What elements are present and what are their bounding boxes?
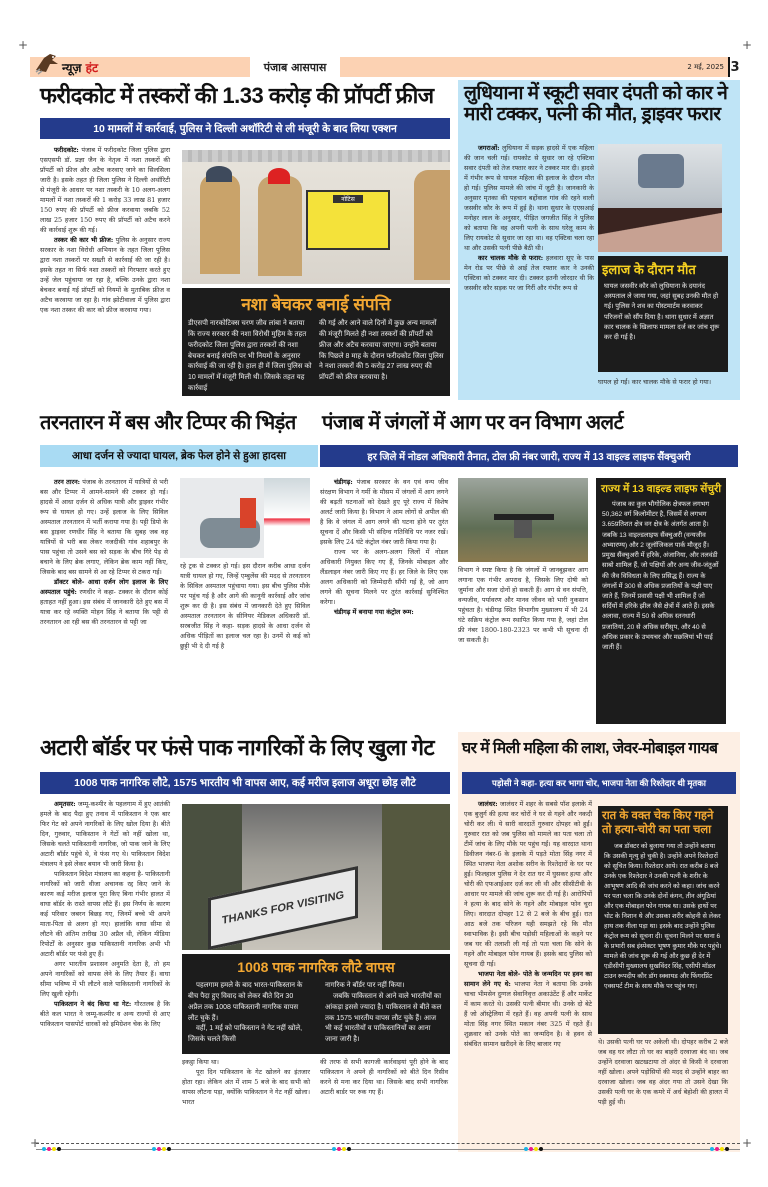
story-jalandhar (458, 732, 740, 1152)
logo (34, 57, 98, 77)
page-number: 3 (728, 57, 740, 77)
headline: घर में मिली महिला की लाश, जेवर-मोबाइल गायब (462, 740, 718, 757)
drone-forest-photo (458, 478, 588, 562)
story-attari-border (30, 732, 456, 1152)
info-box-title: नशा बेचकर बनाई संपत्ति (241, 295, 391, 314)
info-box-property (182, 288, 450, 396)
article-body: फरीदकोट: पंजाब में फरीदकोट जिला पुलिस द्वारा एसएसपी डॉ. प्रज्ञा जैन के नेतृत्व में नशा तस्करों की प्रॉपर्टी को फ्रीज और अटैच करवाए जाने का सिलसिला जारी है। इसके तहत ही जिला पुलिस ने दिल्ली अथॉरिटी से मंजूरी के आधार पर नशा तस्करी के 10 अलग-अलग मामलों में नशा तस्करों की 1 करोड़ 33 लाख 81 हजार 150 रुपए की प्रॉपर्टी को फ्रीज करवाया जबकि 52 लाख 25 हजार 150 रुपए की प्रॉपर्टी को अटैच करने की कार्रवाई शुरू की गई। तस्कर की कार भी फ्रीज: पुलिस के अनुसार राज्य सरकार के नशा विरोधी अभियान के तहत जिला पुलिस द्वारा नशा तस्करों पर सख्ती से कार्रवाई की जा रही है। इसके तहत ना सिर्फ नशा तस्करों को गिरफ्तार करते हुए उन्हें जेल पहुंचाया जा रहा है, बल्कि उनके द्वारा नशा बेचकर बनाई गई प्रॉपर्टी को नियमों के मुताबिक फ्रीज व अटैच करवाया जा रहा है। गांव झोटीवाला में पुलिस द्वारा एक नशा तस्कर की कार को फ्रीज करवाया गया। (40, 146, 170, 314)
masthead (30, 57, 740, 77)
registration-marks (710, 1147, 729, 1152)
headline: अटारी बॉर्डर पर फंसे पाक नागरिकों के लिए खुला गेट (40, 735, 435, 760)
logo-text: न्यूज़ (62, 60, 86, 75)
crop-mark: + (30, 1136, 41, 1150)
info-box-returns (182, 954, 450, 1054)
info-box-text: घायल जसवीर कौर को लुधियाना के दयानंद अस्पताल ले जाया गया, जहां सुबह उनकी मौत हो गई। पुलिस ने शव का पोस्टमार्टम करवाकर परिजनों को सौंप दिया है। थाना सुधार में अज्ञात कार चालक के खिलाफ मामला दर्ज कर जांच शुरू कर दी गई है। (604, 283, 720, 342)
info-box-title: राज्य में 13 वाइल्ड लाइफ सेंचुरी (600, 483, 722, 495)
article-body: जालंधर: जालंधर में शहर के सबसे पॉश इलाके में एक बुजुर्ग की हत्या कर चोरों ने घर से गहने और नकदी चोरी कर ली। ये सारी वारदातें गुरुवार दोपहर को हुईं। गुरुवार रात को जब पुलिस को मामले का पता चला तो टीमें जांच के लिए मौके पर पहुंच गईं। यह वारदात थाना डिवीजन नंबर-6 के इलाके में पड़ते मोता सिंह नगर में स्थित भाजपा नेता अशोक सरीन के रिश्तेदारों के घर पर हुई। फिलहाल पुलिस ने देर रात घर में घुसकर हत्या और चोरी की एफआईआर दर्ज कर ली थी और सीसीटीवी के आधार पर मामले की जांच शुरू कर दी गई है। आरोपियों ने हत्या के बाद सोने के गहने और मोबाइल फोन चुरा लिए। वारदात दोपहर 12 से 2 बजे के बीच हुई। रात आठ बजे तक परिजन यही समझते रहे कि मौत स्वाभाविक है। इसी बीच पड़ोसी महिलाओं के कहने पर जब घर की तलाशी ली गई तो पता चला कि सोने के गहने और मोबाइल फोन गायब हैं। इसके बाद पुलिस को सूचना दी गई। भाजपा नेता बोले- पोते के जन्मदिन पर हवन का सामान लेने गए थे: भाजपा नेता ने बताया कि उनके चाचा भीमसेन दुग्गल सेवानिवृत्त अकाउंटेंट हैं और मार्केट में काम करते थे। उसकी पत्नी बीमार थी। उनके दो बेटे हैं जो ऑस्ट्रेलिया में रहते हैं। वह अपनी पत्नी के साथ मोता सिंह नगर स्थित मकान नंबर 325 में रहते हैं। शुक्रवार को उनके पोते का जन्मदिन है। वे हवन से संबंधित सामान खरीदने के लिए बाजार गए (464, 800, 592, 1048)
headline: पंजाब में जंगलों में आग पर वन विभाग अलर्ट (322, 412, 624, 434)
story-tarntaran (30, 408, 320, 728)
info-box-title: रात के वक्त चेक किए गहने तो हत्या-चोरी का पता चला (602, 810, 714, 836)
info-box-sanctuary (596, 478, 726, 724)
eagle-logo-icon (34, 50, 60, 76)
subhead: आधा दर्जन से ज्यादा घायल, ब्रेक फेल होने से हुआ हादसा (40, 445, 318, 467)
crop-mark: + (742, 1136, 753, 1150)
article-body-col2: रहे ट्रक से टक्कर हो गई। इस दौरान करीब आधा दर्जन यात्री घायल हो गए, जिन्हें एम्बुलेंस की मदद से तरनतारन के सिविल अस्पताल पहुंचाया गया। इस बीच पुलिस मौके पर पहुंच गई है और आगे की कानूनी कार्रवाई और जांच शुरू कर दी है। इस संबंध में जानकारी देते हुए सिविल अस्पताल तरनतारन के सीनियर मेडिकल अधिकारी डॉ. सरबजीत सिंह ने कहा- सड़क हादसे के आधा दर्जन से अधिक पीड़ितों का इलाज चल रहा है। उनमें से कई को छुट्टी भी दे दी गई है (180, 562, 310, 650)
trim-line (36, 1149, 740, 1150)
accident-illustration (598, 144, 722, 252)
caption-tail: घायल हो गईं। कार चालक मौके से फरार हो गया। (598, 378, 712, 386)
headline: फरीदकोट में तस्करों की 1.33 करोड़ की प्रॉपर्टी फ्रीज (40, 83, 434, 108)
registration-marks (42, 1147, 61, 1152)
subhead: 10 मामलों में कार्रवाई, पुलिस ने दिल्ली अथॉरिटी से ली मंजूरी के बाद लिया एक्शन (40, 118, 450, 139)
trim-line (36, 1143, 740, 1144)
article-body: तरन तारन: पंजाब के तरनतारन में यात्रियों से भरी बस और टिप्पर में आमने-सामने की टक्कर हो गई। हादसे में आधा दर्जन से अधिक यात्री और ड्राइवर गंभीर रूप से घायल हो गए। उन्हें इलाज के लिए सिविल अस्पताल तरनतारन में भर्ती कराया गया है। पट्टी डिपो के बस ड्राइवर रणधीर सिंह ने बताया कि सुबह जब वह यात्रियों से भरी बस लेकर नजदीकी गांव शहाबपुर के पास पहुंचा तो उसने बस को सड़क के बीच गिरे पेड़ से बचाने के लिए ब्रेक लगाए, लेकिन ब्रेक काम नहीं किए, जिसके बाद बस सामने से आ रहे टिप्पर से टकरा गई। डॉक्टर बोले- आधा दर्जन लोग इलाज के लिए अस्पताल पहुंचे: रणधीर ने कहा- टक्कर के दौरान कोई हताहत नहीं हुआ। इस संबंध में जानकारी देते हुए बस में यात्रा कर रहे व्यक्ति मोहन सिंह ने बताया कि पट्टी से तरनतारन आ रही बस की तरनतारन से पट्टी जा (40, 478, 169, 626)
section-title: पंजाब आसपास (250, 57, 340, 77)
story-faridkot (30, 80, 456, 396)
article-body: अमृतसर: जम्मू-कश्मीर के पहलगाम में हुए आतंकी हमले के बाद पैदा हुए तनाव में पाकिस्तान ने एक बार फिर गेट को अपने नागरिकों के लिए खोल दिया है। बीते दिन, गुरुवार, पाकिस्तान ने गेटों को नहीं खोला था, जिसके चलते पाकिस्तानी नागरिक, जो पाक जाने के लिए अटारी बॉर्डर पहुंचे थे, वे फंस गए थे। पाकिस्तान विदेश मंत्रालय ने इसे लेकर बयान भी जारी किया है। पाकिस्तान विदेश मंत्रालय का कहना है- पाकिस्तानी नागरिकों को जारी वीजा अचानक रद्द किए जाने के कारण कई मरीज इलाज पूरा किए बिना गंभीर हालत में वाघा बॉर्डर के रास्ते वापस लौटे हैं। इस निर्णय के कारण कई परिवार जबरन बिछड़ गए, जिनमें बच्चे भी अपने माता-पिता से अलग हो गए। हालांकि वाघा सीमा से लौटने की अंतिम तारीख 30 अप्रैल थी, लेकिन मीडिया रिपोर्टों के अनुसार कुछ पाकिस्तानी नागरिक अभी भी अटारी बॉर्डर पर फंसे हुए हैं। अगर भारतीय प्रशासन अनुमति देता है, तो हम अपने नागरिकों को वापस लेने के लिए तैयार हैं। वाघा सीमा भविष्य में भी लौटने वाले पाकिस्तानी नागरिकों के लिए खुली रहेगी। पाकिस्तान ने बंद किया था गेट: गौरतलब है कि बीते कल भारत ने जम्मू-कश्मीर व अन्य राज्यों से आए पाकिस्तान पासपोर्ट धारकों को इमिग्रेशन चेक के लिए (40, 800, 170, 1028)
article-body: जगराओं: लुधियाना में सड़क हादसे में एक महिला की जान चली गई। रायकोट से सुधार जा रहे एक्टिवा सवार दंपती को तेज रफ्तार कार ने टक्कर मार दी। हादसे में गंभीर रूप से घायल महिला की इलाज के दौरान मौत हो गई। पुलिस मामले की जांच में जुटी है। जानकारी के अनुसार मृतका की पहचान बद्दोंवाल गांव की रहने वाली जसवीर कौर के रूप में हुई है। थाना सुधार के एएसआई मनोहर लाल के अनुसार, पीड़ित जगजीत सिंह ने पुलिस को बताया कि वह अपनी पत्नी के साथ घरेलू काम के लिए रायकोट से सुधार जा रहा था। वह एक्टिवा चला रहा था और उसकी पत्नी पीछे बैठी थी। कार चालक मौके से फरार: हलवारा सूए के पास मेन रोड पर पीछे से आई तेज रफ्तार कार ने उनकी एक्टिवा को टक्कर मार दी। टक्कर इतनी जोरदार थी कि जसवीर कौर सड़क पर जा गिरीं और गंभीर रूप से (464, 144, 595, 292)
subhead: पड़ोसी ने कहा- हत्या कर भागा चोर, भाजपा नेता की रिश्तेदार थी मृतका (462, 772, 736, 794)
crop-mark: + (742, 38, 753, 52)
registration-marks (152, 1147, 171, 1152)
article-body-col2: इकट्ठा किया था। पूरा दिन पाकिस्तान के गेट खोलने का इंतजार होता रहा। लेकिन अंत में शाम 5 बजे के बाद सभी को वापस लौटना पड़ा, क्योंकि पाकिस्तान ने गेट नहीं खोला।भारत (182, 1058, 310, 1106)
info-box-text: की गई और आने वाले दिनों में कुछ अन्य मामलों की मंजूरी मिलते ही नशा तस्करों की प्रॉपर्टी को फ्रीज और अटैच करवाया जाएगा। उन्होंने बताया कि पिछले 8 माह के दौरान फरीदकोट जिला पुलिस ने नशा तस्करों की 5 करोड़ 27 लाख रुपए की प्रॉपर्टी को फ्रीज करवाया है। (319, 320, 444, 382)
notice-board: नोटिस (306, 190, 390, 250)
info-box-text: जबकि पाकिस्तान से आने वाले भारतीयों का आंकड़ा इससे ज्यादा है। पाकिस्तान से बीते कल तक 1575 भारतीय वापस लौट चुके हैं। आज भी कई भारतीयों व पाकिस्तानियों का आना जाना जारी है। (325, 992, 442, 1044)
info-box-text: नागरिक ने बॉर्डर पार नहीं किया। (325, 982, 405, 989)
story-ludhiana (458, 80, 740, 400)
sign-board: THANKS FOR VISITING (208, 866, 358, 950)
article-body: चंडीगढ़: पंजाब सरकार के वन एवं वन्य जीव संरक्षण विभाग ने गर्मी के मौसम में जंगलों में आग लगने की बढ़ती घटनाओं को देखते हुए पूरे राज्य में विशेष अलर्ट जारी किया है। विभाग ने आम लोगों से अपील की है कि वे जंगल में आग लगने की घटना होने पर तुरंत सूचना दें और किसी भी संदिग्ध गतिविधि पर नजर रखें। इसके लिए 24 घंटे कंट्रोल नंबर जारी किया गया है। राज्य भर के अलग-अलग जिलों में नोडल अधिकारी नियुक्त किए गए हैं, जिनके मोबाइल और लैंडलाइन नंबर जारी किए गए हैं। हर जिले के लिए एक अलग अधिकारी को जिम्मेदारी सौंपी गई है, जो आग लगने की सूचना मिलने पर तुरंत कार्रवाई सुनिश्चित करेगा। चंडीगढ़ में बनाया गया कंट्रोल रूम: (320, 478, 448, 616)
info-box-title: इलाज के दौरान मौत (602, 262, 696, 277)
info-box-jewellery (598, 806, 728, 1034)
article-body-col2: विभाग ने स्पष्ट किया है कि जंगलों में जानबूझकर आग लगाना एक गंभीर अपराध है, जिसके लिए दोषी को जुर्माना और सजा दोनों हो सकती हैं। आग से वन संपत्ति, वन्यजीव, पर्यावरण और मानव जीवन को भारी नुकसान पहुंचता है। चंडीगढ़ स्थित विभागीय मुख्यालय में भी 24 घंटे सक्रिय कंट्रोल रूम स्थापित किया गया है, जहां टोल फ्री नंबर 1800-180-2323 पर कभी भी सूचना दी जा सकती है। (458, 566, 588, 644)
info-box-text: पहलगाम हमले के बाद भारत-पाकिस्तान के बीच पैदा हुए विवाद को लेकर बीते दिन 30 अप्रैल तक 1008 पाकिस्तानी नागरिक वापस लौट चुके हैं। (188, 982, 303, 1022)
registration-marks (332, 1147, 351, 1152)
info-box-text: जब डॉक्टर को बुलाया गया तो उन्होंने बताया कि उसकी मृत्यु हो चुकी है। उन्होंने अपने रिश्तेदारों को सूचित किया। रिश्तेदार आये। रात करीब 8 बजे उनके एक रिश्तेदार ने उनकी पत्नी के शरीर के आभूषण आदि की जांच करने को कहा। जांच करने पर पता चला कि उनके दोनों कंगन, तीन अंगूठियां और एक मोबाइल फोन गायब था। उसके हाथों पर चोट के निशान थे और उसका शरीर कोहनी से लेकर हाथ तक नीला पड़ा था। इसके बाद उन्होंने पुलिस कंट्रोल रूम को सूचना दी। सूचना मिलने पर थाना 6 के प्रभारी सब इंस्पेक्टर भूषण कुमार मौके पर पहुंचे। मामले की जांच शुरू की गई और कुछ ही देर में एडीसीपी मुख्यालय सुखविंदर सिंह, एसीपी मॉडल टाउन रूपदीप कौर डॉग स्क्वायड और फिंगरप्रिंट एक्सपर्ट टीम के साथ मौके पर पहुंच गए। (604, 842, 722, 991)
hospital-bus-photo (180, 478, 310, 558)
info-box-text: वहीं, 1 मई को पाकिस्तान ने गेट नहीं खोले, जिसके चलते किसी (188, 1025, 303, 1044)
logo-text-accent: हंट (85, 60, 99, 75)
subhead: हर जिले में नोडल अधिकारी तैनात, टोल फ्री नंबर जारी, राज्य में 13 वाइल्ड लाइफ सैंक्चुअरी (320, 445, 738, 467)
headline: लुधियाना में स्कूटी सवार दंपती को कार ने मारी टक्कर, पत्नी की मौत, ड्राइवर फरार (464, 83, 728, 125)
article-body-col2: थे। उसकी पत्नी घर पर अकेली थी। दोपहर करीब 2 बजे जब वह घर लौटा तो घर का बाहरी दरवाजा बंद था। जब उन्होंने दरवाजा खटखटाया तो अंदर से किसी ने दरवाजा नहीं खोला। अपने पड़ोसियों की मदद से उन्होंने बाहर का दरवाजा खोला। जब वह अंदर गया तो उसने देखा कि उसकी पत्नी घर के एक कमरे में अर्ध बेहोशी की हालत में पड़ी हुई थी। (598, 1038, 728, 1106)
police-notice-photo (182, 150, 450, 284)
headline: तरनतारन में बस और टिप्पर की भिड़ंत (40, 412, 296, 434)
info-box-text: डीएसपी नारकोटिक्स चरण जीव लांबा ने बताया कि राज्य सरकार की नशा विरोधी मुहिम के तहत फरीदकोट जिला पुलिस द्वारा तस्करों की नशा बेचकर बनाई संपत्ति पर भी नियमों के अनुसार कार्रवाई की जा रही है। हाल ही में जिला पुलिस को 10 मामलों में मंजूरी मिली थी। जिसके तहत यह कार्रवाई (188, 320, 312, 393)
article-body-col3: की तरफ से सभी कागजी कार्रवाइयां पूरी होने के बाद पाकिस्तान ने अपने ही नागरिकों को बीते दिन रिसीव करने से मना कर दिया था। जिसके बाद सभी नागरिक अटारी बार्डर पर रुक गए हैं। (320, 1058, 448, 1096)
crop-mark: + (18, 38, 29, 52)
subhead: 1008 पाक नागरिक लौटे, 1575 भारतीय भी वापस आए, कई मरीज इलाज अधूरा छोड़ लौटे (40, 772, 450, 794)
info-box-treatment (598, 256, 728, 372)
border-soldiers-photo (182, 804, 450, 950)
registration-marks (524, 1147, 543, 1152)
info-box-text: पंजाब का कुल भौगोलिक क्षेत्रफल लगभग 50,362 वर्ग किलोमीटर है, जिसमें से लगभग 3.65प्रतिशत क्षेत्र वन क्षेत्र के अंतर्गत आता है। जबकि 13 वाइल्डलाइफ सैंक्चुअरी (वन्यजीव अभ्यारण्य) और 2 जूलॉजिकल पार्क मौजूद हैं। प्रमुख सैंक्चुअरी में हरिके, अंजानिया, और तलवंडी साबो शामिल हैं, जो पक्षियों और अन्य जीव-जंतुओं की जैव विविधता के लिए प्रसिद्ध हैं। राज्य के जंगलों में 300 से अधिक प्रजातियों के पक्षी पाए जाते हैं, जिनमें प्रवासी पक्षी भी शामिल हैं जो सर्दियों में हरिके झील जैसे क्षेत्रों में आते हैं। इसके अलावा, राज्य में 50 से अधिक स्तनधारी प्रजातियां, 20 से अधिक सरीसृप, और 40 से अधिक प्रकार के उभयचर और मछलियां भी पाई जाती हैं। (602, 501, 719, 652)
info-box-title: 1008 पाक नागरिक लौटे वापस (237, 959, 395, 975)
issue-date: 2 मई, 2025 (687, 63, 724, 71)
story-forest-alert (320, 408, 740, 728)
